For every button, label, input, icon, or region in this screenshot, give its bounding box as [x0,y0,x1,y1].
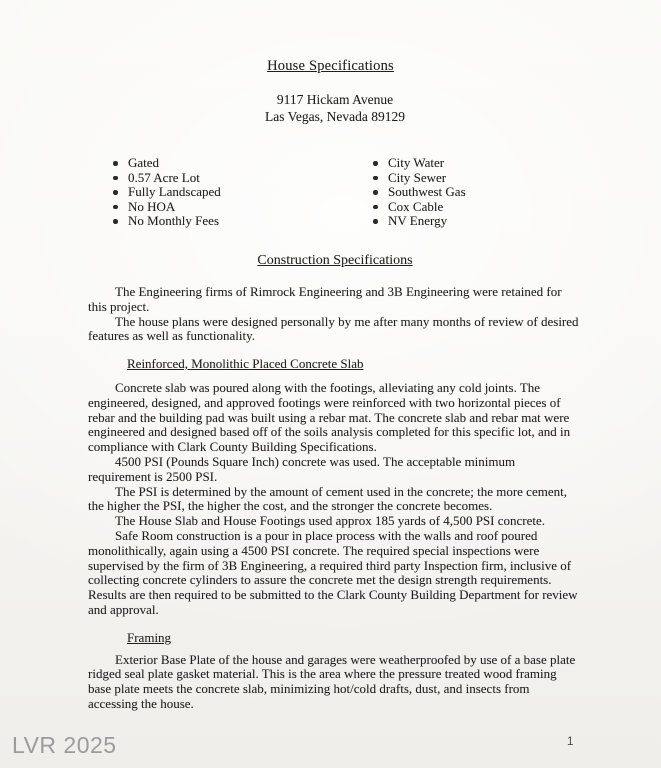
list-item: City Water [372,156,466,171]
list-item: No HOA [112,200,372,215]
address-line-2: Las Vegas, Nevada 89129 [265,109,405,124]
concrete-slab-heading: Reinforced, Monolithic Placed Concrete Slab [127,356,364,372]
intro-paragraph: The house plans were designed personally by me after many months of review of desired features as well as functionality. [88,313,579,344]
document-title: House Specifications [267,58,394,74]
body-paragraph: Safe Room construction is a pour in place process with the walls and roof poured monolithically, again using a 4500 PSI concrete. The required special inspections were supervised by the firm of 3B Engineering, a required third party Inspection firm, inclusive of collecting concrete cylinders to assure the concrete met the design strength requirements. Results are then required to be submitted to the Clark County Building Department for review and approval. [88,527,578,617]
list-item: NV Energy [372,214,466,229]
intro-paragraph: The Engineering firms of Rimrock Engineering and 3B Engineering were retained for this project. [88,283,562,314]
feature-list-left [112,156,372,229]
body-paragraph: Exterior Base Plate of the house and garages were weatherproofed by use of a base plate ridged seal plate gasket material. This is the area where the pressure treated wood framing base plate meets the concrete slab, minimizing hot/cold drafts, dust, and insects from accessing the house. [88,651,576,711]
page-number: 1 [567,736,574,748]
list-item: Cox Cable [372,200,466,215]
construction-specifications-heading: Construction Specifications [257,252,413,268]
body-paragraph: The PSI is determined by the amount of cement used in the concrete; the more cement, the higher the PSI, the higher the cost, and the stronger the concrete becomes. [88,483,567,514]
list-item: Gated [112,156,372,171]
property-address [9,91,661,125]
framing-heading: Framing [127,629,172,645]
list-item: Southwest Gas [372,185,466,200]
body-paragraph: Concrete slab was poured along with the footings, alleviating any cold joints. The engineered, designed, and approved footings were reinforced with two horizontal pieces of rebar and the building pad was built using a rebar mat. The concrete slab and rebar mat were engineered and designed based off of the soils analysis completed for this specific lot, and in compliance with Clark County Building Specifications. [88,379,571,455]
watermark-text: LVR 2025 [12,732,117,758]
feature-bullet-lists [0,156,661,229]
list-item: City Sewer [372,171,466,186]
list-item: Fully Landscaped [112,185,372,200]
list-item: 0.57 Acre Lot [112,171,372,186]
address-line-1: 9117 Hickam Avenue [276,92,394,107]
feature-list-right [372,156,466,229]
body-paragraph: The House Slab and House Footings used approx 185 yards of 4,500 PSI concrete. [115,513,546,529]
body-paragraph: 4500 PSI (Pounds Square Inch) concrete was used. The acceptable minimum requirement is 2500 PSI. [88,453,516,484]
list-item: No Monthly Fees [112,214,372,229]
document-body [88,285,580,712]
